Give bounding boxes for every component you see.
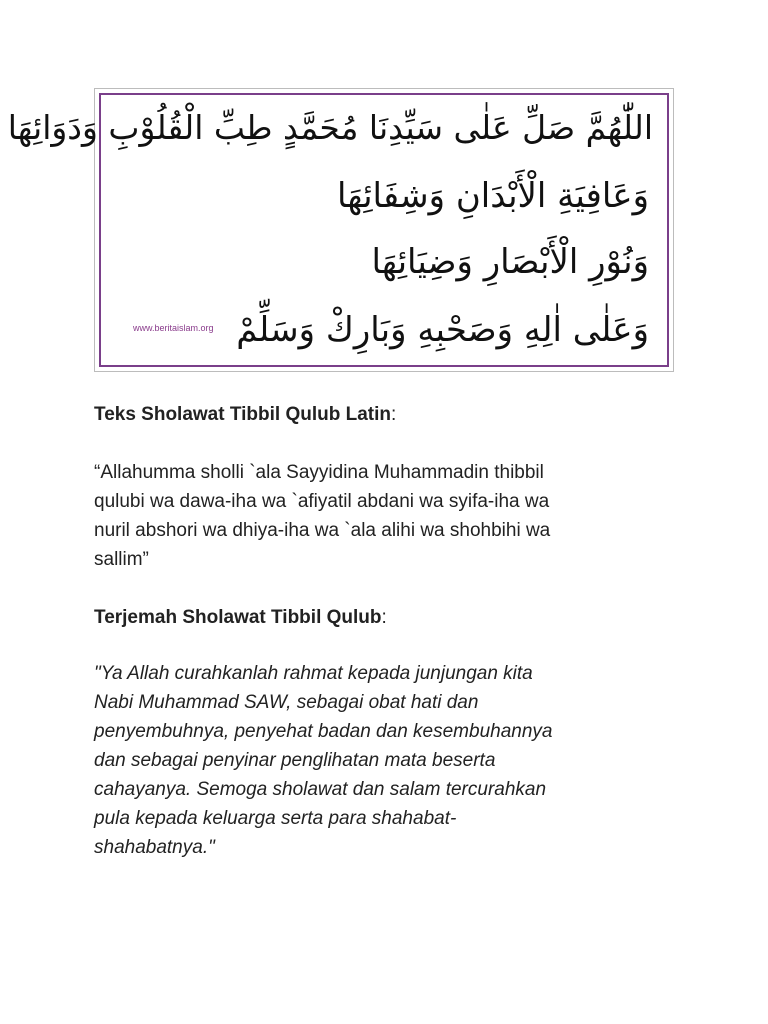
translation-heading-colon: : — [381, 607, 387, 628]
translation-line: shahabatnya." — [94, 837, 215, 858]
arabic-line-1: اللّٰهُمَّ صَلِّ عَلٰى سَيِّدِنَا مُحَمَّدٍ طِبِّ الْقُلُوْبِ وَدَوَائِهَا — [7, 108, 653, 147]
arabic-line-3: وَنُوْرِ الْأَبْصَارِ وَضِيَائِهَا — [371, 242, 649, 282]
sholawat-arabic-image — [7, 88, 674, 372]
translation-line: pula kepada keluarga serta para shahabat- — [94, 808, 457, 829]
latin-line: nuril abshori wa dhiya-iha wa `ala alihi wa shohbihi wa — [94, 520, 551, 541]
latin-heading — [94, 402, 694, 428]
latin-line: “Allahumma sholli `ala Sayyidina Muhammadin thibbil — [94, 462, 544, 483]
image-watermark: www.beritaislam.org — [133, 323, 214, 333]
translation-line: dan sebagai penyinar penglihatan mata beserta — [94, 750, 496, 771]
arabic-image-frame — [7, 93, 669, 367]
translation-heading — [94, 605, 694, 631]
translation-line: "Ya Allah curahkanlah rahmat kepada junjungan kita — [94, 663, 533, 684]
arabic-line-2: وَعَافِيَةِ الْأَبْدَانِ وَشِفَائِهَا — [337, 176, 649, 216]
latin-heading-colon: : — [391, 404, 397, 425]
latin-line: sallim” — [94, 549, 149, 570]
arabic-line-4: وَعَلٰى اٰلِهِ وَصَحْبِهِ وَبَارِكْ وَسَلِّمْ — [236, 310, 649, 350]
latin-heading-text: Teks Sholawat Tibbil Qulub Latin — [94, 404, 391, 425]
translation-heading-text: Terjemah Sholawat Tibbil Qulub — [94, 607, 382, 628]
translation-line: Nabi Muhammad SAW, sebagai obat hati dan — [94, 692, 479, 713]
translation-text — [94, 659, 684, 862]
latin-line: qulubi wa dawa-iha wa `afiyatil abdani wa syifa-iha wa — [94, 491, 550, 512]
latin-text — [94, 458, 684, 574]
translation-line: penyembuhnya, penyehat badan dan kesembuhannya — [94, 721, 553, 742]
translation-line: cahayanya. Semoga sholawat dan salam tercurahkan — [94, 779, 547, 800]
